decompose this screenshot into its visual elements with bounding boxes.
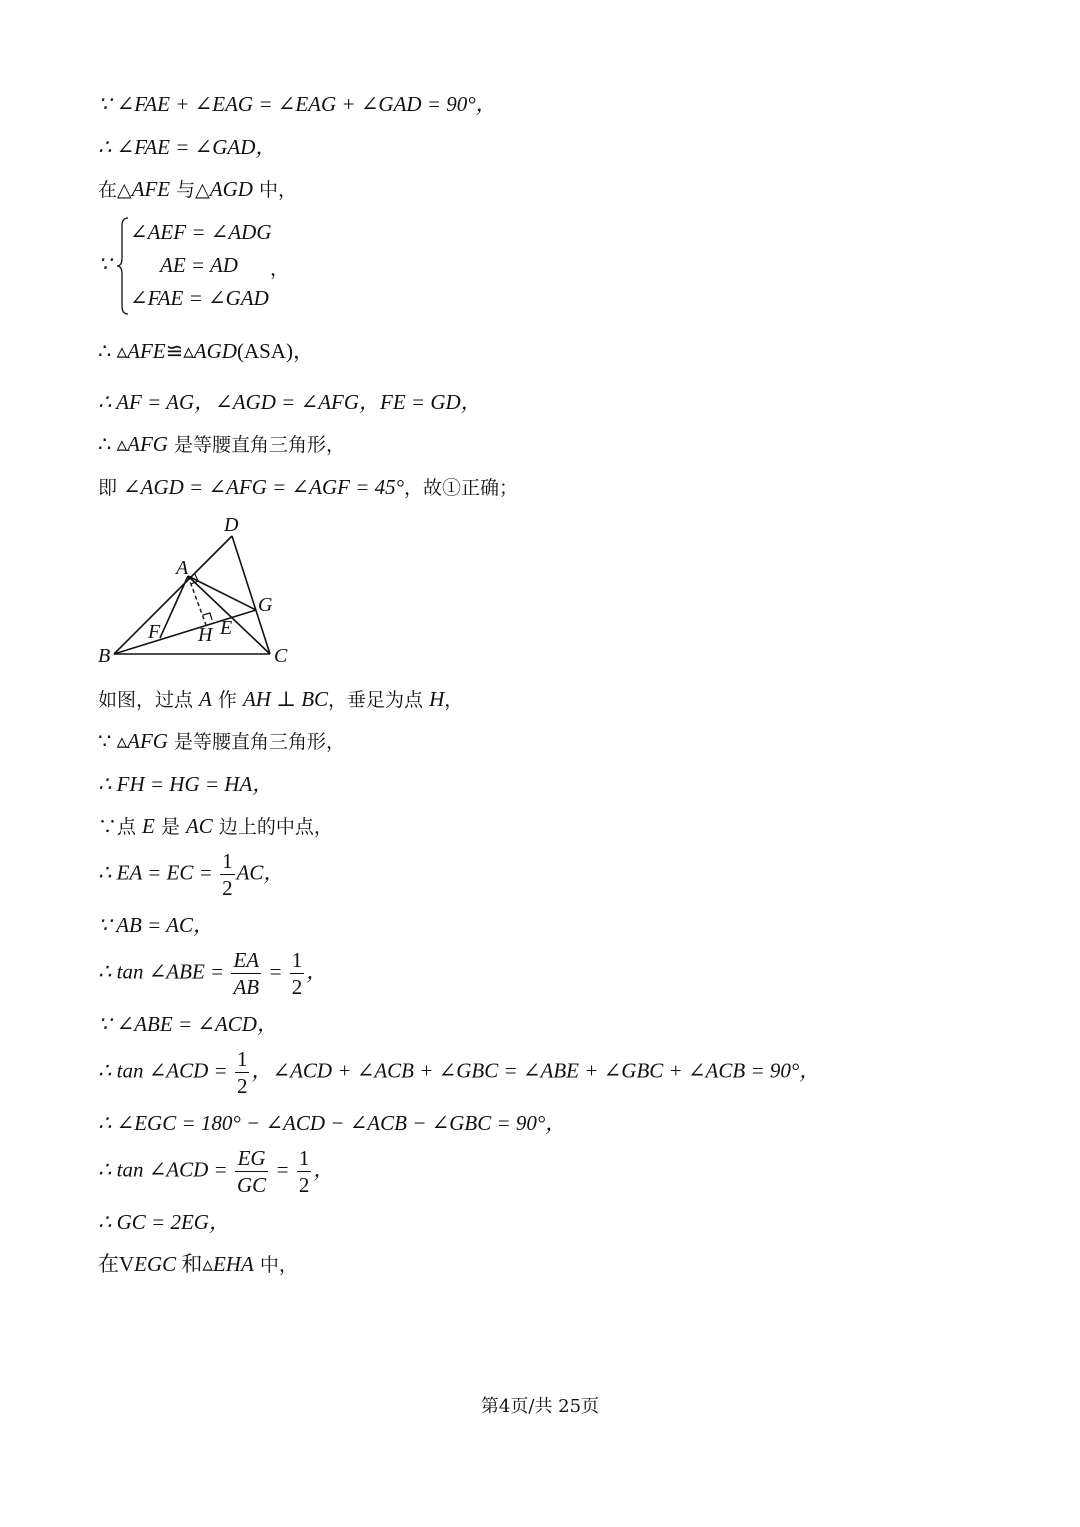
label-c: C [274, 645, 288, 667]
equals-15: = [263, 959, 288, 984]
frac-num-1: 1 [291, 948, 303, 972]
ac-text-13: AC， [236, 860, 285, 885]
page-footer: 第4页/共 25页 [480, 1396, 600, 1417]
text-dian: ∵点 [98, 816, 143, 838]
because-symbol: ∵ [98, 252, 112, 276]
proof-line-14: ∵ AB = AC， [98, 913, 215, 937]
label-e: E [220, 617, 233, 639]
proof-line-10 [98, 728, 345, 755]
proof-line-5 [98, 338, 314, 364]
text-midpoint: 边上的中点， [212, 816, 333, 838]
brace-row-3: ∠FAE = ∠GAD [130, 286, 269, 310]
frac-den: 2 [222, 876, 233, 900]
geometry-figure [90, 510, 310, 670]
text-ji: 即 [98, 477, 124, 499]
proof-line-13 [98, 848, 284, 901]
tri-agd-2: AGD [193, 339, 237, 363]
because-tri-10: ∵ ▵ [98, 729, 128, 753]
ea-ec-eq: ∴ EA = EC = [98, 860, 219, 885]
segment-ac-text: AC [185, 814, 213, 838]
proof-line-3 [98, 176, 297, 203]
segment-af [160, 576, 188, 638]
tri-egc: EGC [134, 1252, 177, 1276]
proof-line-8 [98, 474, 518, 501]
point-e: E [142, 814, 155, 838]
tri-afg-10: AFG [127, 729, 168, 753]
proof-line-19 [98, 1145, 334, 1198]
point-a: A [199, 687, 212, 711]
equals-19: = [270, 1157, 295, 1182]
ah-perp-bc: AH ⊥ BC [242, 687, 329, 711]
point-h: H [429, 687, 445, 711]
proof-line-11: ∴ FH = HG = HA， [98, 772, 274, 796]
congruent-symbol: ≌▵ [165, 339, 194, 363]
label-b: B [98, 645, 111, 667]
tri-agd: AGD [209, 177, 253, 201]
tri-eha: EHA [212, 1252, 254, 1276]
therefore-tri: ∴ ▵ [98, 339, 128, 363]
label-a: A [176, 557, 189, 579]
text-zhong: 中， [252, 179, 297, 201]
frac-den-19: 2 [298, 1173, 310, 1197]
proof-line-18: ∴ ∠EGC = 180° − ∠ACD − ∠ACB − ∠GBC = 90°， [98, 1111, 567, 1135]
proof-line-20: ∴ GC = 2EG， [98, 1210, 230, 1234]
fraction-ea-ab [231, 947, 261, 1000]
tri-afe: AFE [131, 177, 171, 201]
text-zuo: 作 [211, 689, 243, 711]
left-brace-icon [116, 216, 130, 316]
text-he: 和▵ [176, 1252, 213, 1276]
fraction-half-17 [235, 1046, 250, 1099]
text-isosceles-10: 是等腰直角三角形， [167, 731, 346, 753]
text-zai-v: 在V [98, 1252, 135, 1276]
proof-line-15 [98, 947, 327, 1000]
fraction-half-19 [297, 1145, 312, 1198]
text-shi: 是 [154, 816, 186, 838]
proof-line-6: ∴ AF = AG，∠AGD = ∠AFG，FE = GD， [98, 390, 482, 414]
asa-text: (ASA)， [236, 339, 314, 363]
frac-num-eg: EG [235, 1145, 268, 1172]
text-conclusion-1: ，故①正确； [404, 477, 519, 499]
therefore-tri-7: ∴ ▵ [98, 432, 128, 456]
comma-19: ， [313, 1157, 335, 1182]
label-d: D [224, 514, 239, 536]
comma-9: ， [444, 689, 464, 711]
text-zai: 在△ [98, 179, 132, 201]
text-ruotu: 如图，过点 [98, 689, 200, 711]
frac-den-2: 2 [291, 975, 303, 999]
brace-row-1: ∠AEF = ∠ADG [130, 220, 272, 244]
proof-line-1: ∵ ∠FAE + ∠EAG = ∠EAG + ∠GAD = 90°， [98, 92, 497, 116]
brace-comma: ， [270, 258, 290, 280]
proof-line-9 [98, 686, 463, 713]
text-isosceles: 是等腰直角三角形， [167, 434, 346, 456]
text-zhong-21: 中， [253, 1254, 298, 1276]
fraction-half-13 [220, 848, 235, 901]
proof-line-16: ∵ ∠ABE = ∠ACD， [98, 1012, 278, 1036]
proof-line-21 [98, 1251, 298, 1278]
frac-num: 1 [222, 849, 233, 873]
label-g: G [258, 594, 273, 616]
angle-equality-45: ∠AGD = ∠AFG = ∠AGF = 45° [123, 475, 405, 499]
text-foot: ，垂足为点 [328, 689, 430, 711]
label-h: H [198, 624, 213, 646]
frac-num-17: 1 [236, 1047, 248, 1071]
frac-den-ab: AB [233, 975, 260, 999]
tan-acd-19: ∴ tan ∠ACD = [98, 1157, 233, 1182]
frac-den-gc: GC [236, 1173, 267, 1197]
proof-line-7 [98, 431, 345, 458]
brace-rows [130, 216, 272, 315]
tri-afg: AFG [127, 432, 168, 456]
frac-den-17: 2 [236, 1074, 248, 1098]
comma-15: ， [306, 959, 328, 984]
proof-line-2: ∴ ∠FAE = ∠GAD， [98, 135, 277, 159]
tri-afe-2: AFE [127, 339, 166, 363]
frac-num-19: 1 [298, 1146, 310, 1170]
text-yu: 与△ [170, 179, 210, 201]
label-f: F [148, 621, 161, 643]
frac-num-ea: EA [233, 948, 260, 972]
angle-sum-90: ，∠ACD + ∠ACB + ∠GBC = ∠ABE + ∠GBC + ∠ACB = 90°， [251, 1058, 821, 1083]
proof-line-12 [98, 813, 333, 840]
fraction-half-15 [290, 947, 305, 1000]
proof-line-17 [98, 1046, 820, 1099]
brace-row-2: AE = AD [160, 253, 238, 277]
fraction-eg-gc [235, 1145, 268, 1198]
tan-acd: ∴ tan ∠ACD = [98, 1058, 233, 1083]
tan-abe: ∴ tan ∠ABE = [98, 959, 230, 984]
